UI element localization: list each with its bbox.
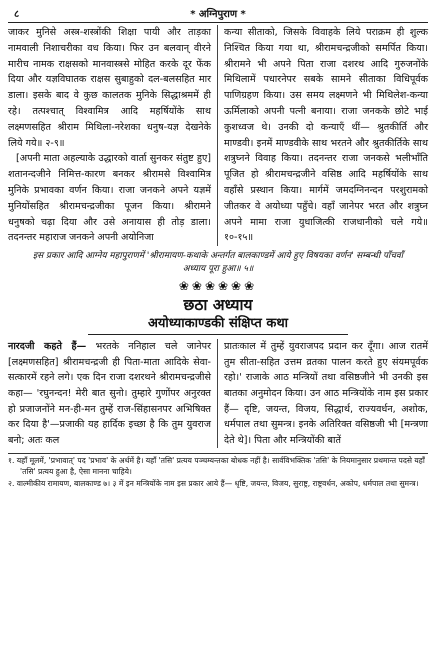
paragraph: [अपनी माता अहल्याके उद्धारको वार्ता सुनकर संतुष्ट हुए] शतानन्दजीने निमित्त-कारण बनकर श्रीरामसे विश्वामित्र मुनिके प्रभावका वर्णन किया। राजा जनकने अपने यज्ञमें मुनियोंसहित श्रीरामचन्द्रजीका पूजन किया। श्रीरामने धनुषको चढ़ा दिया और उसे अनायास ही तोड़ डाला। तदनन्तर महाराज जनकने अपनी अयोनिजा: [8, 153, 211, 244]
footnote-separator: [8, 453, 428, 454]
lower-right-column: [218, 339, 428, 448]
subtitle-underline: [88, 334, 348, 335]
header-rule: [8, 22, 428, 23]
page-number: ८: [14, 9, 20, 20]
paragraph: जाकर मुनिसे अस्त्र-शस्त्रोंकी शिक्षा पायी और ताड़का नामवाली निशाचरीका वध किया। फिर उन बलवान् वीरने मारीच नामक राक्षसको मानवास्त्रसे मोहित करके दूर फेंक दिया और यज्ञविघातक राक्षस सुबाहुको दल-बलसहित मार डाला। इसके बाद वे कुछ कालतक मुनिके सिद्धाश्रममें ही रहे। तत्पश्चात् विश्वामित्र आदि महर्षियोंके साथ लक्ष्मणसहित श्रीराम मिथिला-नरेशका धनुष-यज्ञ देखनेके लिये गये॥ २-९॥: [8, 27, 211, 149]
footnote: २. वाल्मीकीय रामायण, बालकाण्ड ७। ३ में इन मन्त्रियोंके नाम इस प्रकार आये हैं— धृष्टि, जयन्त, विजय, सुराष्ट्र, राष्ट्रवर्धन, अकोप, धर्मपाल तथा सुमन्त्र।: [8, 479, 419, 489]
chapter-title: छठा अध्याय: [183, 296, 253, 315]
paragraph: कन्या सीताको, जिसके विवाहके लिये पराक्रम ही शुल्क निश्चित किया गया था, श्रीरामचन्द्रजीको समर्पित किया। श्रीरामने भी अपने पिता राजा दशरथ आदि गुरुजनोंके मिथिलामें पधारनेपर सबके सामने सीताका विधिपूर्वक पाणिग्रहण किया। उस समय लक्ष्मणने भी मिथिलेश-कन्या ऊर्मिलाको अपनी पत्नी बनाया। राजा जनकके छोटे भाई कुशध्वज थे। उनकी दो कन्याएँ थीं— श्रुतकीर्ति और माण्डवी। इनमें माण्डवीके साथ भरतने और श्रुतकीर्तिके साथ शत्रुघ्नने विवाह किया। तदनन्तर राजा जनकसे भलीभाँति पूजित हो श्रीरामचन्द्रजीने वसिष्ठ आदि महर्षियोंके साथ वहाँसे प्रस्थान किया। मार्गमें जमदग्निनन्दन परशुरामको जीतकर वे अयोध्या पहुँचे। वहाँ जानेपर भरत और शत्रुघ्न अपने मामा राजा युधाजित्की राजधानीको चले गये॥ १०-१५॥: [224, 27, 428, 244]
ornament-divider: ❀❀❀❀❀❀: [178, 279, 258, 294]
lower-left-column: [8, 339, 218, 448]
upper-left-column: [8, 25, 218, 246]
paragraph-body: भरतके ननिहाल चले जानेपर [लक्ष्मणसहित] श्रीरामचन्द्रजी ही पिता-माता आदिके सेवा-सत्कारमें रहने लगे। एक दिन राजा दशरथने श्रीरामचन्द्रजीसे कहा— 'रघुनन्दन! मेरी बात सुनो। तुम्हारे गुणोंपर अनुरक्त हो प्रजाजनोंने मन-ही-मन तुम्हें राज-सिंहासनपर अभिषिक्त कर दिया है'—प्रजाकी यह हार्दिक इच्छा है कि तुम युवराज बनो; अतः कल: [8, 341, 211, 446]
paragraph: प्रातःकाल में तुम्हें युवराजपद प्रदान कर दूँगा। आज रातमें तुम सीता-सहित उत्तम व्रतका पालन करते हुए संयमपूर्वक रहो।' राजाके आठ मन्त्रियों तथा वसिष्ठजीने भी उनकी इस बातका अनुमोदन किया। उन आठ मन्त्रियोंके नाम इस प्रकार हैं— दृष्टि, जयन्त, विजय, सिद्धार्थ, राज्यवर्धन, अशोक, धर्मपाल तथा सुमन्त्र। इनके अतिरिक्त वसिष्ठजी भी [मन्त्रणा देते थे]। पिता और मन्त्रियोंकी बातें: [224, 341, 428, 446]
speaker-lead: नारदजी कहते हैं—: [8, 341, 87, 353]
upper-columns: [8, 25, 428, 246]
page-header: [8, 6, 428, 20]
chapter-colophon: इस प्रकार आदि आग्नेय महापुराणमें 'श्रीरामायण-कथाके अन्तर्गत बालकाण्डमें आये हुए विषयका वर्णन' सम्बन्धी पाँचवाँ अध्याय पूरा हुआ॥ ५॥: [32, 251, 404, 275]
chapter-subtitle: अयोध्याकाण्डकी संक्षिप्त कथा: [147, 316, 289, 332]
running-title: * अग्निपुराण *: [190, 9, 246, 20]
footnote: १. यहाँ मूलमें, 'प्रभावात्' पद 'प्रभाव' के अर्थमें है। यहाँ 'तसि' प्रत्यय पञ्चम्यन्तका बोधक नहीं है। सार्वविभक्तिक 'तसि' के नियमानुसार प्रथमान्त पदसे यहाँ 'तसि' प्रत्यय हुआ है, ऐसा मानना चाहिये।: [8, 456, 425, 476]
upper-right-column: [218, 25, 428, 246]
lower-columns: [8, 339, 428, 448]
paragraph: [8, 339, 211, 448]
